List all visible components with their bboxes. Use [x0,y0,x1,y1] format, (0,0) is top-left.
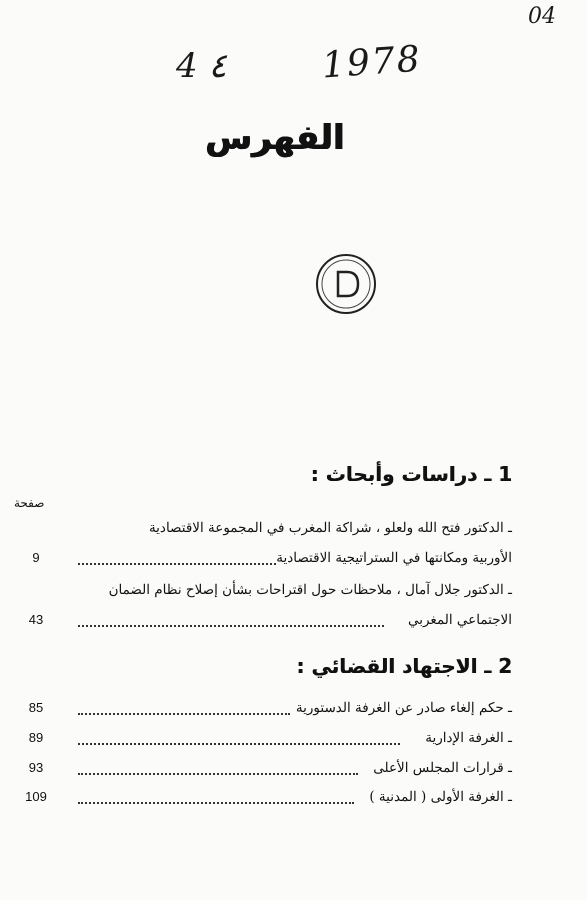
toc-page-number: 85 [28,700,44,715]
leader-dots [78,773,358,775]
leader-dots [78,563,276,565]
toc-entry-text: الاجتماعي المغربي [407,612,512,628]
toc-entry-text: ـ حكم إلغاء صادر عن الغرفة الدستورية [295,700,512,716]
leader-dots [78,625,384,627]
handwritten-year: 1978 [320,38,423,87]
toc-page-number: 109 [25,789,47,804]
toc-entry-line [0,760,587,782]
page-title: الفهرس [205,118,345,158]
handwritten-number: 4 ٤ [176,46,227,86]
toc-entry-text: ـ قرارات المجلس الأعلى [373,760,512,776]
toc-entry-line [0,550,587,572]
leader-dots [78,743,400,745]
library-stamp-icon [314,252,378,316]
toc-entry-text: ـ الدكتور جلال آمال ، ملاحظات حول اقتراحات بشأن إصلاح نظام الضمان [108,582,512,598]
handwritten-corner-mark: 04 [528,4,556,29]
section-heading-studies: 1 ـ دراسات وأبحاث : [310,462,512,486]
toc-page-number: 43 [28,612,44,627]
toc-entry-line [0,612,587,634]
toc-entry-text: ـ الغرفة الأولى ( المدنية ) [369,789,512,805]
leader-dots [78,802,354,804]
section-heading-case-law: 2 ـ الاجتهاد القضائي : [296,654,512,678]
leader-dots [78,713,290,715]
toc-entry-line [0,582,587,604]
toc-page-number: 89 [28,730,44,745]
toc-entry-text: الأوربية ومكانتها في الستراتيجية الاقتصادية [276,550,512,566]
toc-entry-text: ـ الغرفة الإدارية [425,730,512,746]
toc-entry-line [0,730,587,752]
toc-page-number: 9 [32,550,40,565]
toc-entry-line [0,789,587,811]
page-column-label: صفحة [14,496,45,510]
toc-entry-line [0,520,587,542]
toc-page-number: 93 [28,760,44,775]
toc-entry-line [0,700,587,722]
toc-entry-text: ـ الدكتور فتح الله ولعلو ، شراكة المغرب في المجموعة الاقتصادية [148,520,512,536]
